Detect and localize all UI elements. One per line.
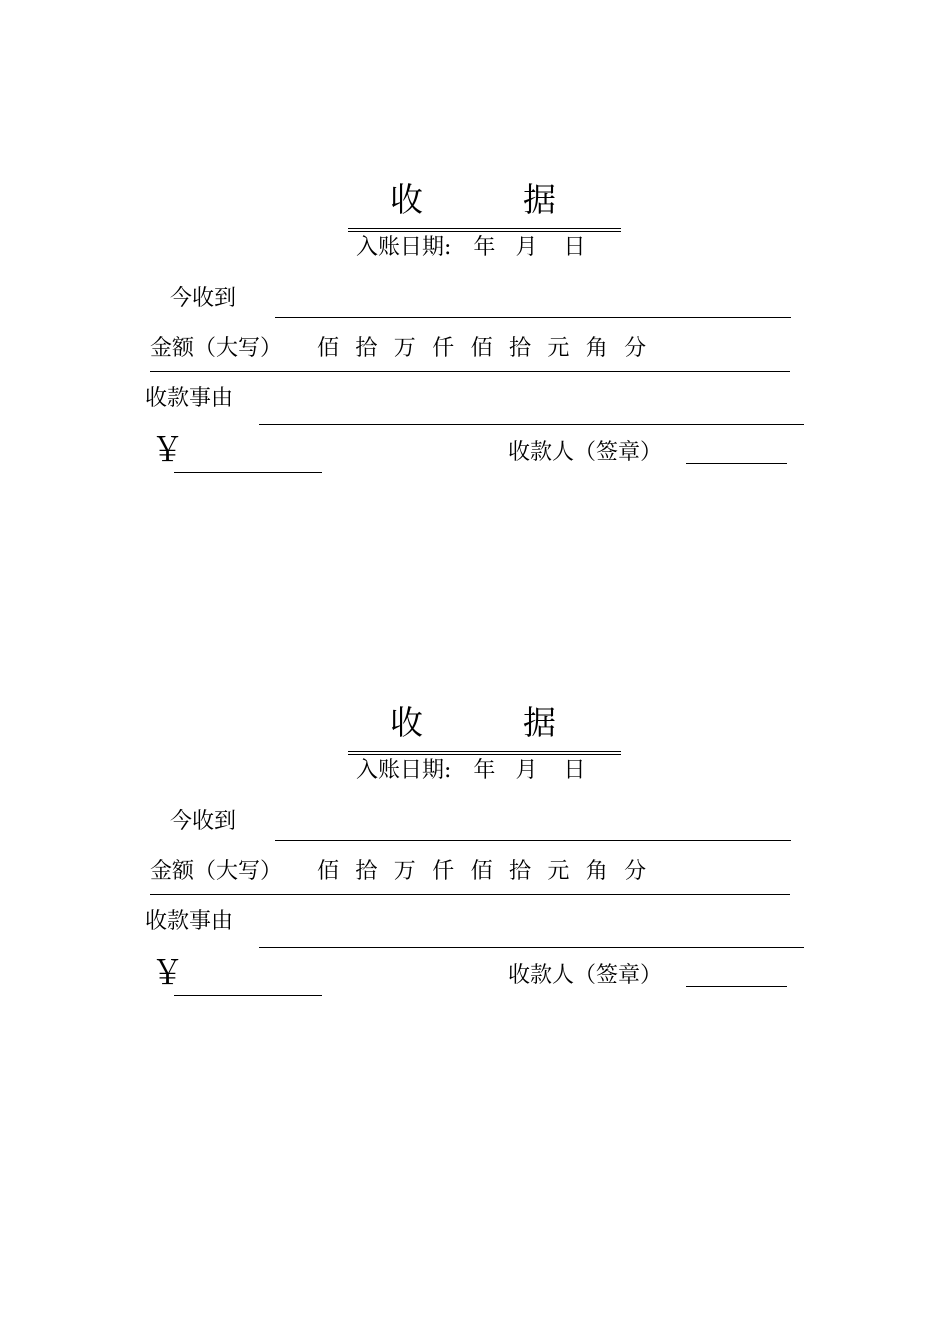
amount-unit: 角	[585, 336, 608, 361]
yen-symbol: ￥	[151, 953, 184, 992]
amount-unit: 拾	[355, 859, 378, 884]
amount-unit: 仟	[432, 336, 455, 361]
date-day-unit: 日	[563, 235, 586, 260]
title-char: 据	[523, 703, 556, 742]
payment-reason-field[interactable]	[259, 947, 804, 948]
receipt-title	[0, 703, 950, 743]
date-month-unit: 月	[515, 235, 538, 260]
received-from-field[interactable]	[275, 317, 791, 318]
yen-symbol: ￥	[151, 430, 184, 469]
amount-unit: 分	[624, 859, 647, 884]
title-char: 收	[390, 180, 423, 219]
date-day-unit: 日	[563, 758, 586, 783]
amount-unit: 万	[393, 336, 416, 361]
entry-date-row	[356, 234, 585, 262]
received-from-field[interactable]	[275, 840, 791, 841]
amount-unit: 仟	[432, 859, 455, 884]
receipt-form	[0, 691, 950, 1021]
amount-figure-field[interactable]	[174, 472, 322, 473]
amount-in-words-label: 金额（大写）	[150, 336, 283, 361]
title-double-underline	[348, 751, 621, 755]
amount-unit-row	[317, 335, 663, 363]
amount-unit: 佰	[317, 336, 340, 361]
amount-unit: 佰	[470, 336, 493, 361]
payment-reason-field[interactable]	[259, 424, 804, 425]
amount-in-words-field[interactable]	[150, 371, 790, 372]
receipt-title	[0, 180, 950, 220]
amount-unit-row	[317, 858, 663, 886]
amount-unit: 佰	[317, 859, 340, 884]
amount-figure-field[interactable]	[174, 995, 322, 996]
amount-unit: 佰	[470, 859, 493, 884]
date-month-unit: 月	[515, 758, 538, 783]
payment-reason-label: 收款事由	[145, 909, 234, 934]
received-from-label: 今收到	[170, 286, 237, 311]
amount-unit: 拾	[355, 336, 378, 361]
payment-reason-label: 收款事由	[145, 386, 234, 411]
title-char: 据	[523, 180, 556, 219]
amount-unit: 角	[585, 859, 608, 884]
entry-date-label: 入账日期:	[356, 235, 452, 260]
amount-in-words-field[interactable]	[150, 894, 790, 895]
payee-signature-label: 收款人（签章）	[508, 963, 663, 988]
amount-unit: 分	[624, 336, 647, 361]
payee-signature-field[interactable]	[686, 463, 787, 464]
amount-unit: 元	[547, 336, 570, 361]
amount-in-words-label: 金额（大写）	[150, 859, 283, 884]
entry-date-row	[356, 757, 585, 785]
amount-unit: 拾	[508, 859, 531, 884]
date-year-unit: 年	[473, 235, 496, 260]
date-year-unit: 年	[473, 758, 496, 783]
received-from-label: 今收到	[170, 809, 237, 834]
amount-unit: 万	[393, 859, 416, 884]
title-double-underline	[348, 228, 621, 232]
payee-signature-field[interactable]	[686, 986, 787, 987]
payee-signature-label: 收款人（签章）	[508, 440, 663, 465]
amount-unit: 拾	[508, 336, 531, 361]
receipt-form	[0, 168, 950, 498]
entry-date-label: 入账日期:	[356, 758, 452, 783]
amount-unit: 元	[547, 859, 570, 884]
title-char: 收	[390, 703, 423, 742]
